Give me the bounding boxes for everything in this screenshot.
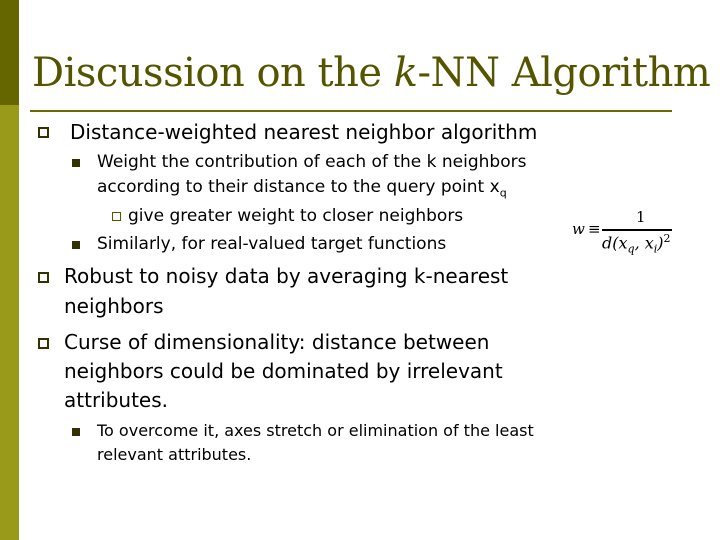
side-accent-bar-top [0, 0, 19, 105]
slide-title [32, 50, 710, 96]
bullet-3-text-line3: attributes. [64, 388, 169, 412]
bullet-3-text-line1: Curse of dimensionality: distance between [64, 330, 490, 354]
den-close: ) [657, 233, 664, 253]
formula-fraction-bar [602, 229, 672, 231]
formula-denominator [602, 232, 671, 256]
bullet-2-text-line2: neighbors [64, 294, 164, 318]
bullet-3-text-line2: neighbors could be dominated by irrelevant [64, 359, 503, 383]
formula-numerator: 1 [636, 208, 646, 226]
bullet-1-1-line2-main: according to their distance to the query point x [97, 177, 500, 197]
den-i: i [653, 242, 658, 256]
bullet-3-1-text-line1: To overcome it, axes stretch or elimination of the least [97, 421, 534, 440]
bullet-1-1-text-line1: Weight the contribution of each of the k neighbors [97, 152, 527, 172]
title-prefix: Discussion on the [32, 50, 394, 96]
title-suffix: -NN Algorithm [417, 50, 711, 96]
bullet-1-1-icon [72, 159, 80, 167]
bullet-1-text: Distance-weighted nearest neighbor algorithm [70, 120, 538, 144]
den-d: d(x [602, 233, 628, 253]
bullet-1-1-1-text: give greater weight to closer neighbors [128, 206, 464, 226]
title-k: k [393, 50, 418, 96]
title-underline [30, 110, 672, 112]
formula-w: w [572, 220, 585, 238]
bullet-1-1-text-line2 [97, 177, 507, 199]
bullet-1-2-text: Similarly, for real-valued target functions [97, 234, 447, 254]
formula-equiv: ≡ [588, 220, 601, 238]
bullet-1-2-icon [72, 241, 80, 249]
bullet-2-text-line1: Robust to noisy data by averaging k-nearest [64, 264, 509, 288]
bullet-1-1-subscript: q [499, 186, 507, 200]
den-mid: , x [634, 233, 654, 253]
den-q: q [627, 242, 635, 256]
bullet-3-1-icon [72, 428, 80, 436]
den-pow: 2 [663, 232, 671, 245]
bullet-1-icon [38, 127, 49, 138]
bullet-1-1-1-icon [112, 212, 121, 221]
bullet-3-1-text-line2: relevant attributes. [97, 445, 252, 464]
weight-formula [572, 210, 692, 265]
bullet-3-icon [38, 338, 49, 349]
bullet-2-icon [38, 272, 49, 283]
